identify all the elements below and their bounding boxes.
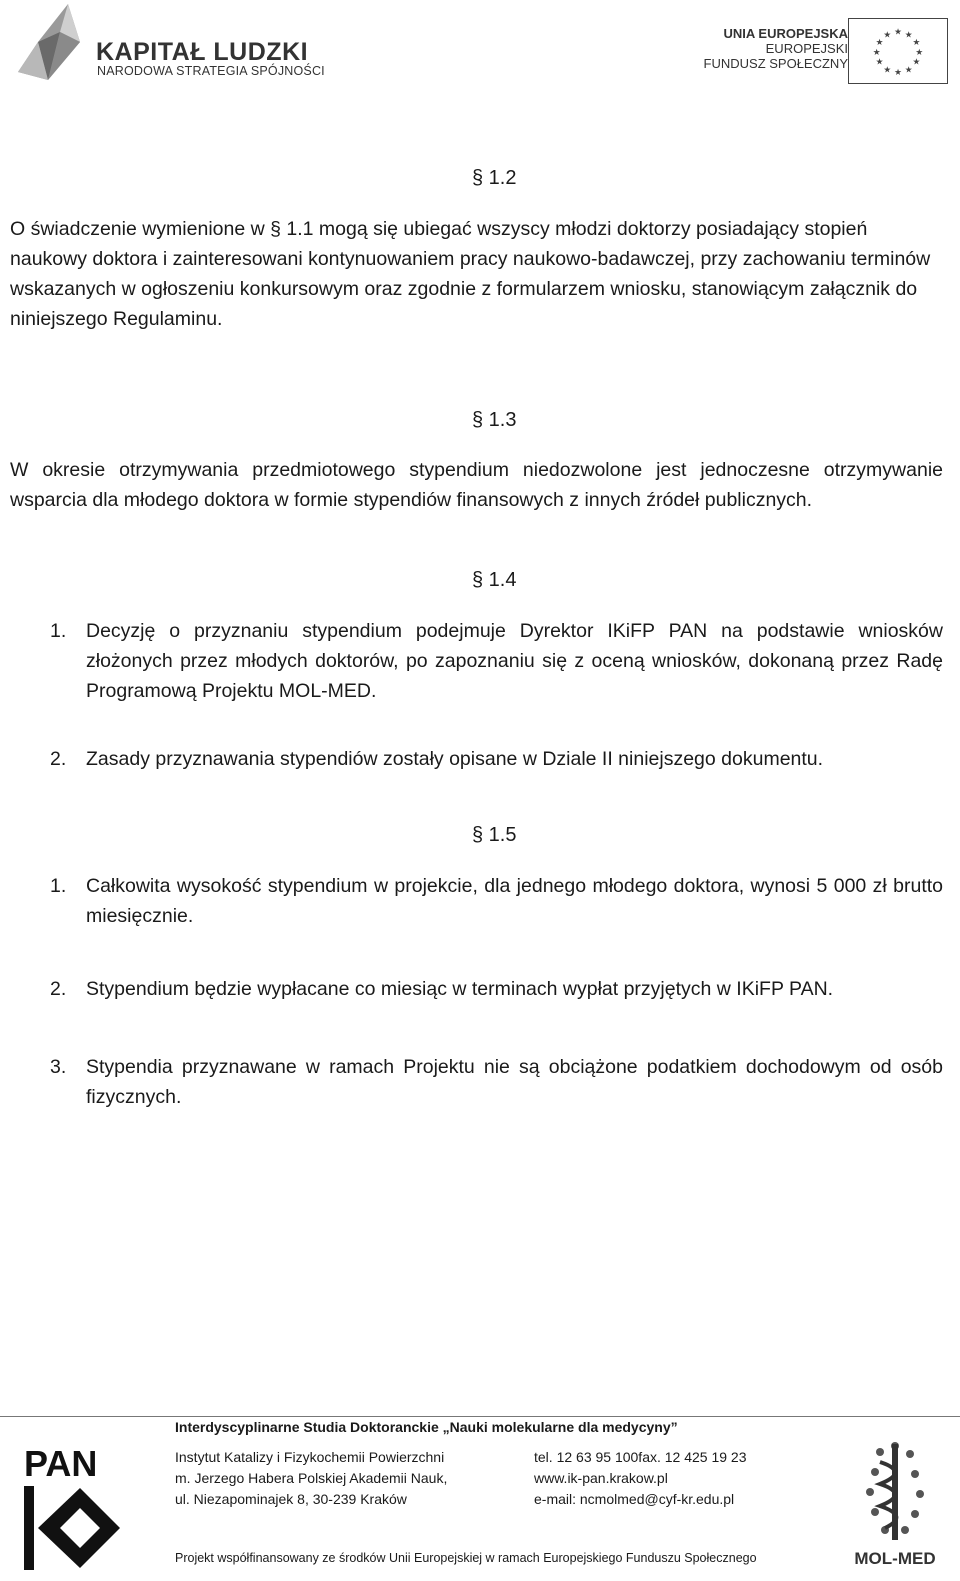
eu-flag-icon bbox=[848, 18, 948, 84]
item-text: Decyzję o przyznaniu stypendium podejmuje Dyrektor IKiFP PAN na podstawie wniosków złożonych przez młodych doktorów, po zapoznaniu się z oceną wniosków, dokonaną przez Radę Programową Projektu MOL-MED. bbox=[86, 620, 943, 702]
footer-cofinance-note: Projekt współfinansowany ze środków Unii Europejskiej w ramach Europejskiego Funduszu Społecznego bbox=[175, 1551, 757, 1565]
eu-logo-text bbox=[704, 26, 848, 71]
svg-text:★: ★ bbox=[883, 65, 892, 76]
footer-address-line: Instytut Katalizy i Fizykochemii Powierzchni bbox=[175, 1449, 445, 1465]
kapital-ludzki-logo-icon bbox=[8, 2, 93, 86]
footer-address bbox=[175, 1447, 447, 1510]
section-heading-1-3: § 1.3 bbox=[472, 409, 517, 431]
item-number: 3. bbox=[50, 1056, 67, 1078]
svg-text:★: ★ bbox=[875, 38, 884, 49]
section-1-5-item bbox=[50, 974, 943, 1004]
footer-divider bbox=[0, 1416, 960, 1417]
section-heading-1-4: § 1.4 bbox=[472, 569, 517, 591]
item-text: Stypendia przyznawane w ramach Projektu nie są obciążone podatkiem dochodowym od osób fizycznych. bbox=[86, 1056, 943, 1108]
section-heading-1-2: § 1.2 bbox=[472, 167, 517, 189]
svg-text:★: ★ bbox=[912, 38, 921, 49]
item-number: 2. bbox=[50, 748, 67, 770]
footer-address-line: ul. Niezapominajek 8, 30-239 Kraków bbox=[175, 1491, 407, 1507]
molmed-logo-icon bbox=[840, 1432, 950, 1572]
section-1-5-item bbox=[50, 1052, 943, 1112]
svg-text:★: ★ bbox=[872, 47, 881, 58]
pan-logo-icon bbox=[20, 1442, 130, 1572]
eu-logo-line2: EUROPEJSKI bbox=[765, 41, 848, 56]
section-1-4-item bbox=[50, 616, 943, 706]
svg-text:★: ★ bbox=[904, 65, 913, 76]
section-1-3-paragraph: W okresie otrzymywania przedmiotowego stypendium niedozwolone jest jednoczesne otrzymywanie wsparcia dla młodego doktora w formie stypendiów finansowych z innych źródeł publicznych. bbox=[10, 459, 943, 511]
section-1-2-paragraph: O świadczenie wymienione w § 1.1 mogą się ubiegać wszyscy młodzi doktorzy posiadający stopień naukowy doktora i zainteresowani kontynuowaniem pracy naukowo-badawczej, przy zachowaniu terminów wskazanych w ogłoszeniu konkursowym oraz zgodnie z formularzem wniosku, stanowiącym załącznik do niniejszego Regulaminu. bbox=[10, 218, 931, 330]
footer-phone: tel. 12 63 95 100fax. 12 425 19 23 bbox=[534, 1449, 747, 1465]
pan-logo-text: PAN bbox=[24, 1443, 98, 1484]
section-1-5-item bbox=[50, 871, 943, 931]
item-number: 1. bbox=[50, 620, 67, 642]
item-number: 2. bbox=[50, 978, 67, 1000]
section-heading-1-5: § 1.5 bbox=[472, 824, 517, 846]
kapital-ludzki-title: KAPITAŁ LUDZKI bbox=[96, 38, 309, 66]
footer-website: www.ik-pan.krakow.pl bbox=[534, 1470, 668, 1486]
kapital-ludzki-subtitle: NARODOWA STRATEGIA SPÓJNOŚCI bbox=[97, 64, 325, 78]
footer-address-line: m. Jerzego Habera Polskiej Akademii Nauk, bbox=[175, 1470, 448, 1486]
svg-text:★: ★ bbox=[915, 47, 924, 58]
item-text: Zasady przyznawania stypendiów zostały opisane w Dziale II niniejszego dokumentu. bbox=[86, 748, 824, 770]
svg-text:★: ★ bbox=[912, 57, 921, 68]
svg-text:★: ★ bbox=[883, 30, 892, 41]
svg-text:★: ★ bbox=[904, 30, 913, 41]
footer-title: Interdyscyplinarne Studia Doktoranckie „Nauki molekularne dla medycyny” bbox=[175, 1419, 678, 1435]
svg-text:★: ★ bbox=[894, 27, 902, 38]
section-1-4-item bbox=[50, 744, 943, 774]
svg-text:★: ★ bbox=[894, 68, 902, 79]
item-text: Stypendium będzie wypłacane co miesiąc w terminach wypłat przyjętych w IKiFP PAN. bbox=[86, 978, 834, 1000]
molmed-logo-text: MOL-MED bbox=[854, 1549, 936, 1568]
item-text: Całkowita wysokość stypendium w projekcie, dla jednego młodego doktora, wynosi 5 000 zł brutto miesięcznie. bbox=[86, 875, 943, 927]
svg-text:★: ★ bbox=[875, 57, 884, 68]
footer-email: e-mail: ncmolmed@cyf-kr.edu.pl bbox=[534, 1491, 735, 1507]
footer-contact bbox=[534, 1447, 747, 1510]
eu-logo-line1: UNIA EUROPEJSKA bbox=[723, 26, 848, 41]
eu-logo-line3: FUNDUSZ SPOŁECZNY bbox=[703, 56, 848, 71]
item-number: 1. bbox=[50, 875, 67, 897]
